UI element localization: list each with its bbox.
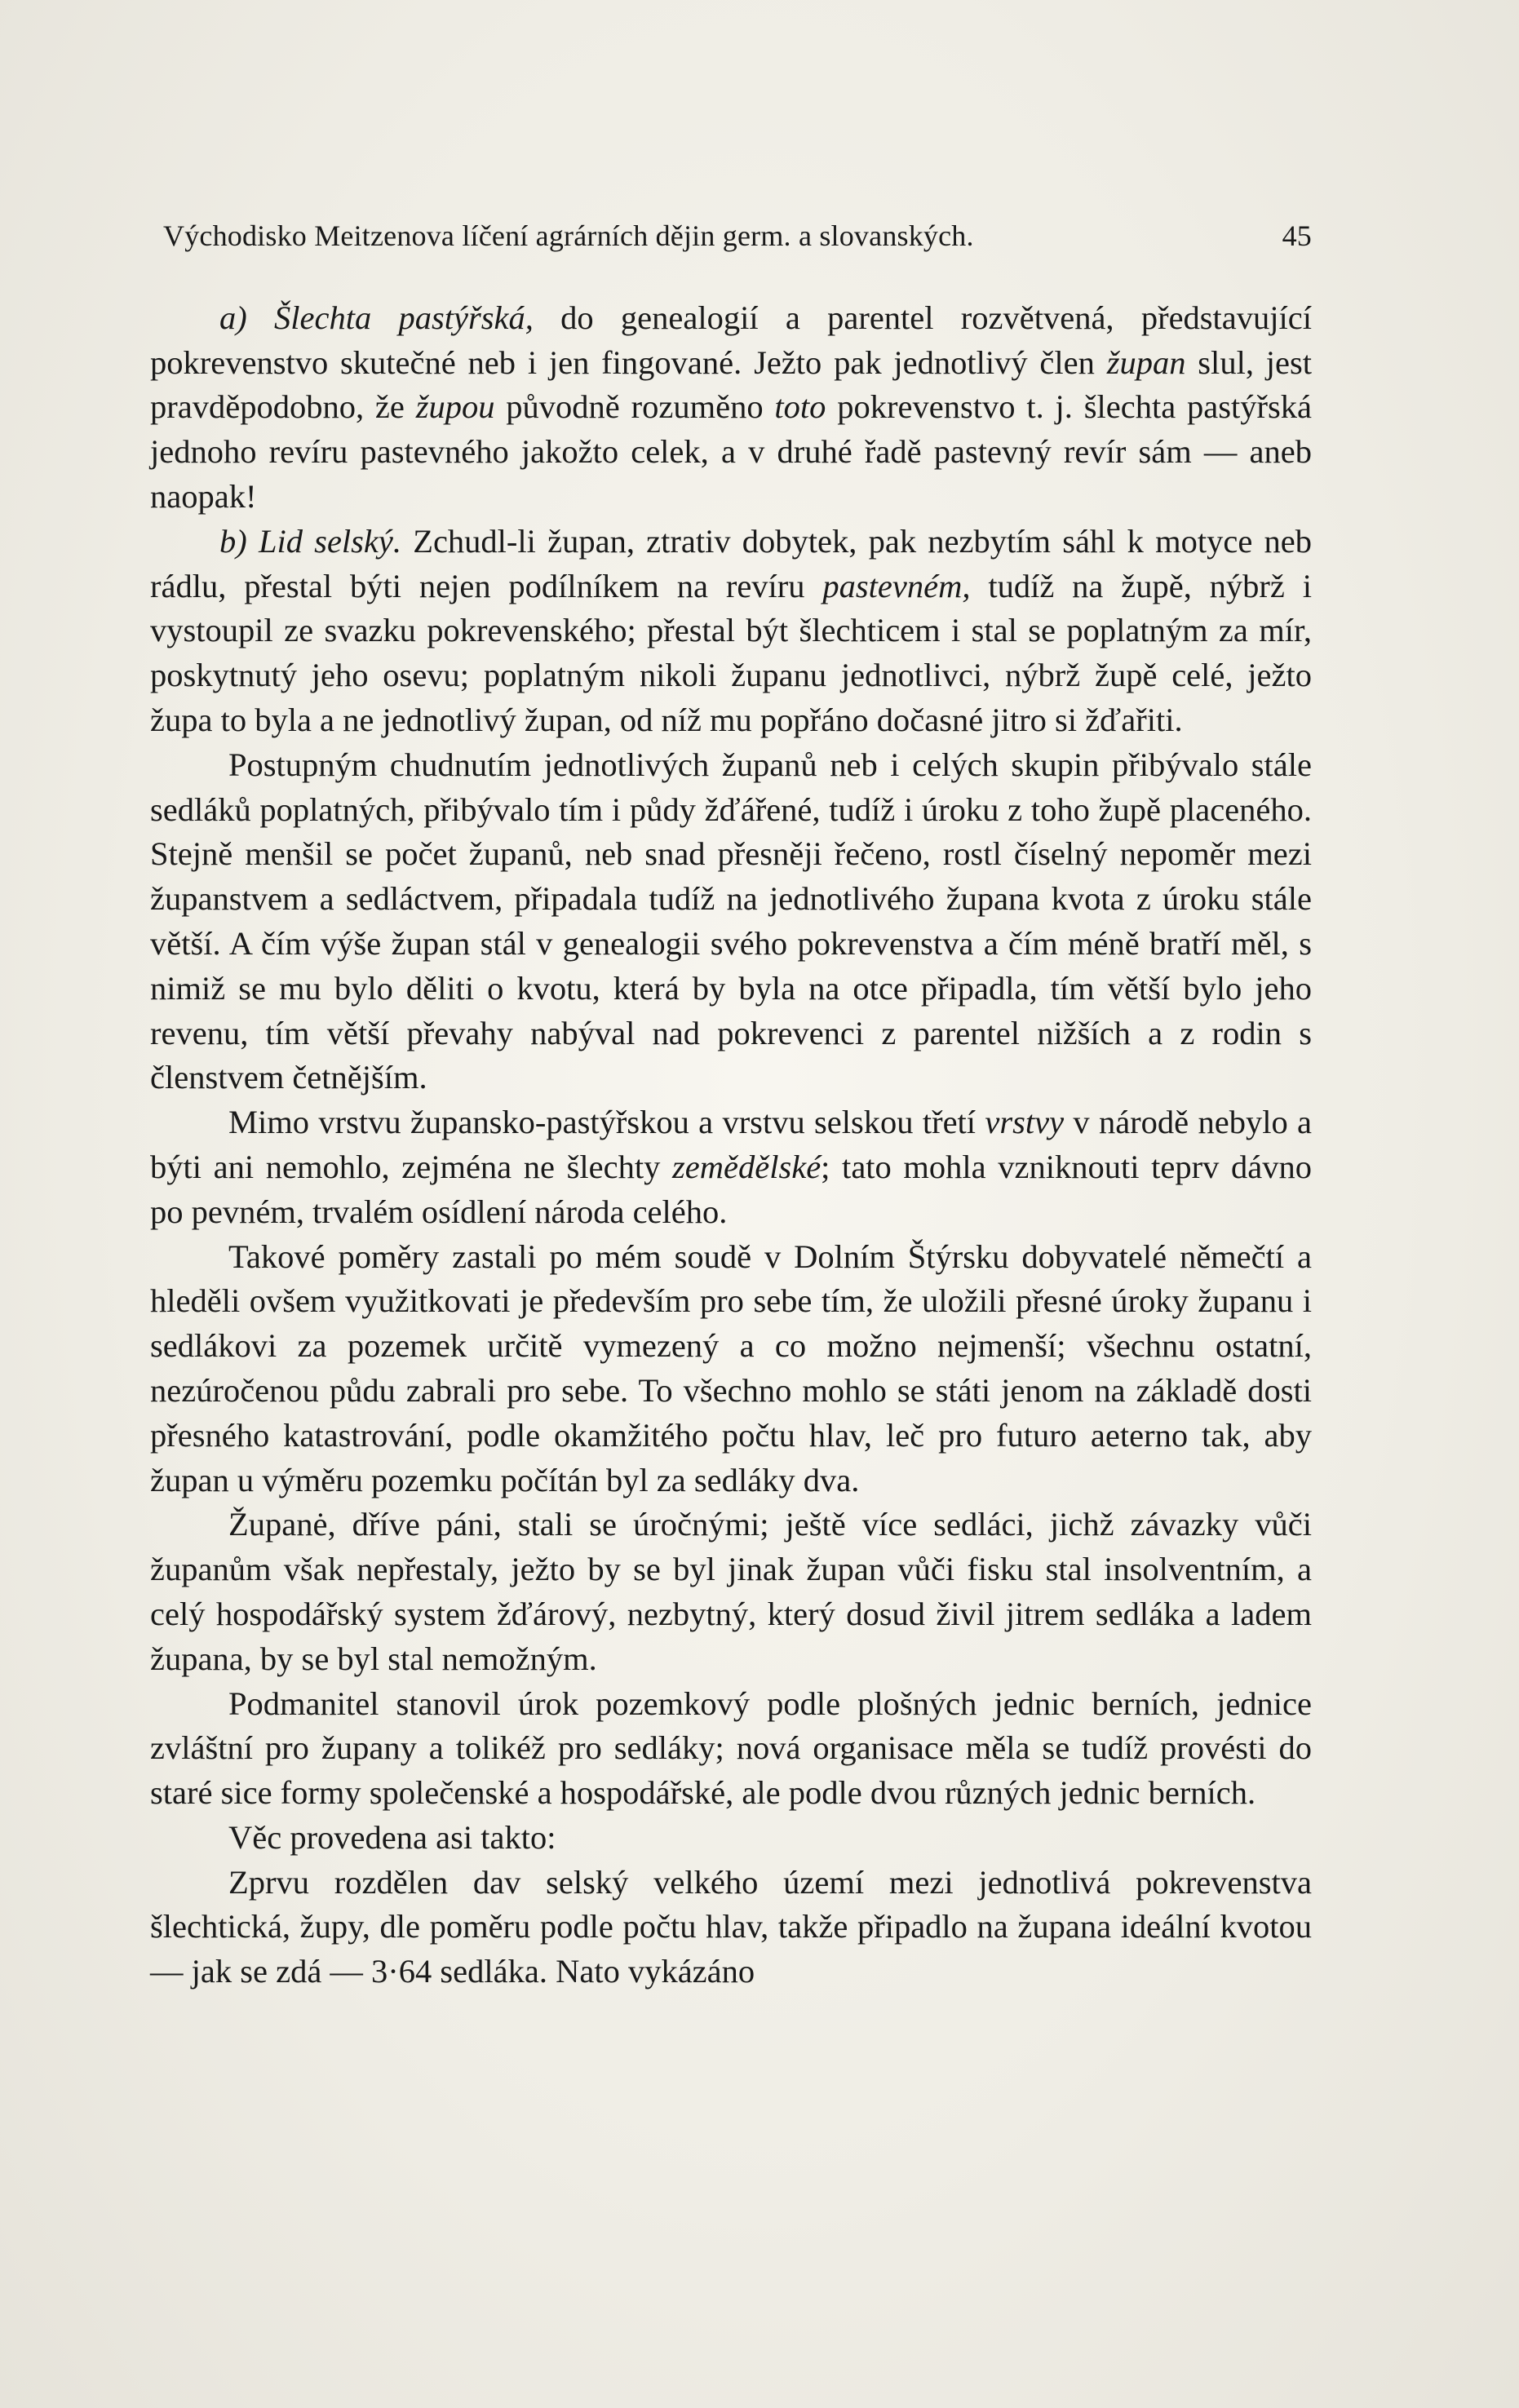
running-title: Východisko Meitzenova líčení agrárních dějin germ. a slovanských. bbox=[163, 219, 974, 252]
paragraph-4: Mimo vrstvu župansko-pastýřskou a vrstvu selskou třetí vrstvy v národě nebylo a býti ani nemohlo, zejména ne šlechty zemědělské; tato mohla vzniknouti teprv dávno po pevném, trvalém osídlení národa celého. bbox=[150, 1104, 1312, 1230]
paragraph-slechta-pastyrska: a) Šlechta pastýřská, do genealogií a parentel rozvětvená, představující pokrevenstvo skutečné neb i jen fingované. Ježto pak jednotlivý člen župan slul, jest pravděpodobno, že župou původně rozuměno toto pokrevenstvo t. j. šlechta pastýřská jednoho revíru pastevného jakožto celek, a v druhé řadě pastevný revír sám — aneb naopak! bbox=[150, 299, 1313, 515]
item-label: a) bbox=[219, 299, 247, 336]
paragraph-5: Takové poměry zastali po mém soudě v Dolním Štýrsku dobyvatelé němečtí a hleděli ovšem využitkovati je především pro sebe tím, že uložili přesné úroky županu i sedlákovi za pozemek určitě vymezený a co možno nejmenší; všechnu ostatní, nezúročenou půdu zabrali pro sebe. To všechno mohlo se státi jenom na základě dosti přesného katastrování, podle okamžitého počtu hlav, leč pro futuro aeterno tak, aby župan u výměru pozemku počítán byl za sedláky dva. bbox=[150, 1237, 1312, 1498]
page-text bbox=[150, 214, 1312, 1994]
paragraph-6: Županė, dříve páni, stali se úročnými; ještě více sedláci, jichž závazky vůči županům však nepřestaly, ježto by se byl jinak župan vůči fisku stal insolventním, a celý hospodářský system žďárový, nezbytný, který dosud živil jitrem sedláka a ladem župana, by se byl stal nemožným. bbox=[150, 1506, 1312, 1677]
item-label: b) bbox=[219, 522, 247, 560]
paragraph-lid-selsky: b) Lid selský. Zchudl-li župan, ztrativ dobytek, pak nezbytím sáhl k motyce neb rádlu, přestal býti nejen podílníkem na revíru pastevném, tudíž na župě, nýbrž i vystoupil ze svazku pokrevenského; přestal být šlechticem i stal se poplatným za mír, poskytnutý jeho osevu; poplatným nikoli županu jednotlivci, nýbrž župě celé, ježto župa to byla a ne jednotlivý župan, od níž mu popřáno dočasné jitro si žďařiti. bbox=[150, 522, 1313, 738]
paragraph-9: Zprvu rozdělen dav selský velkého území mezi jednotlivá pokrevenstva šlechtická, župy, dle poměru podle počtu hlav, takže připadlo na župana ideální kvotou — jak se zdá — 3·64 sedláka. Nato vykázáno bbox=[150, 1863, 1312, 1990]
running-head bbox=[150, 214, 1312, 259]
term-slechta-pastyrska: Šlechta pastýřská, bbox=[274, 299, 534, 336]
paragraph-8: Věc provedena asi takto: bbox=[228, 1818, 556, 1856]
paragraph-7: Podmanitel stanovil úrok pozemkový podle plošných jednic berních, jednice zvláštní pro župany a tolikéž pro sedláky; nová organisace měla se tudíž provésti do staré sice formy společenské a hospodářské, ale podle dvou různých jednic berních. bbox=[150, 1684, 1312, 1812]
page-number: 45 bbox=[1282, 219, 1312, 252]
paragraph-3: Postupným chudnutím jednotlivých županů neb i celých skupin přibývalo stále sedláků poplatných, přibývalo tím i půdy žďářené, tudíž i úroku z toho župě placeného. Stejně menšil se počet županů, neb snad přesněji řečeno, rostl číselný nepoměr mezi županstvem a sedláctvem, připadala tudíž na jednotlivého župana kvota z úroku stále větší. A čím výše župan stál v genealogii svého pokrevenstva a čím méně bratří měl, s nimiž se mu bylo děliti o kvotu, která by byla na otce připadla, tím větší bylo jeho revenu, tím větší převahy nabýval nad pokrevenci z parentel nižších a z rodin s členstvem četnějším. bbox=[150, 746, 1312, 1096]
term-lid-selsky: Lid selský. bbox=[258, 522, 402, 560]
